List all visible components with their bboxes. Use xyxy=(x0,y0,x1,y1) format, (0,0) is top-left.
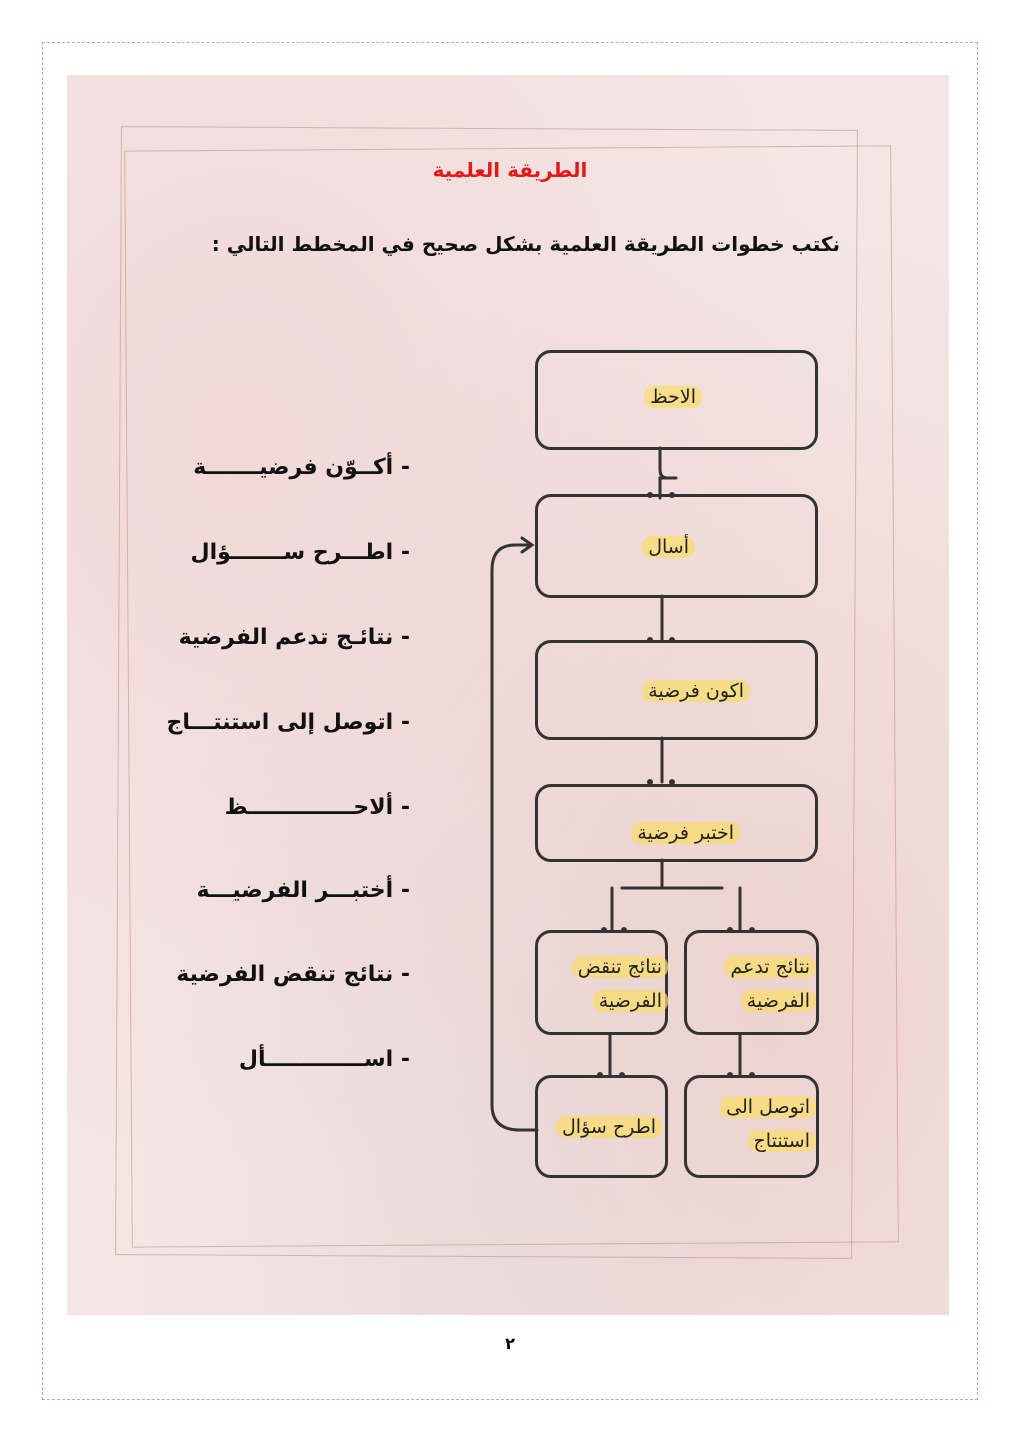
answer-observe: الاحظ xyxy=(644,380,702,414)
word-bank-item: - نتائـج تدعم الفرضية xyxy=(178,625,410,650)
answer-ask-again: اطرح سؤال xyxy=(556,1110,662,1144)
answer-refute: نتائج تنقض الفرضية xyxy=(572,950,668,1018)
page-number: ٢ xyxy=(505,1334,515,1353)
word-bank-item: - اطـــرح ســـــــؤال xyxy=(190,540,410,565)
instruction-text: نكتب خطوات الطريقة العلمية بشكل صحيح في المخطط التالي : xyxy=(211,232,840,256)
answer-hypothesis: اكون فرضية xyxy=(642,674,750,708)
answer-support: نتائج تدعم الفرضية xyxy=(724,950,816,1018)
answer-ask: أسال xyxy=(642,530,695,564)
word-bank-item: - اتوصل إلى استنتـــاج xyxy=(166,710,410,735)
word-bank-item: - نتائج تنقض الفرضية xyxy=(176,962,410,987)
answer-conclusion: اتوصل الى استنتاج xyxy=(720,1090,816,1158)
word-bank-item: - اســـــــــــــأل xyxy=(238,1047,410,1072)
word-bank-item: - أختبـــر الفرضيـــة xyxy=(196,878,410,903)
answer-test: اختبر فرضية xyxy=(631,816,740,850)
word-bank-item: - ألاحــــــــــــــظ xyxy=(224,795,410,820)
word-bank-item: - أكــوّن فرضيـــــــة xyxy=(193,455,410,480)
page-title: الطريقة العلمية xyxy=(432,158,588,182)
